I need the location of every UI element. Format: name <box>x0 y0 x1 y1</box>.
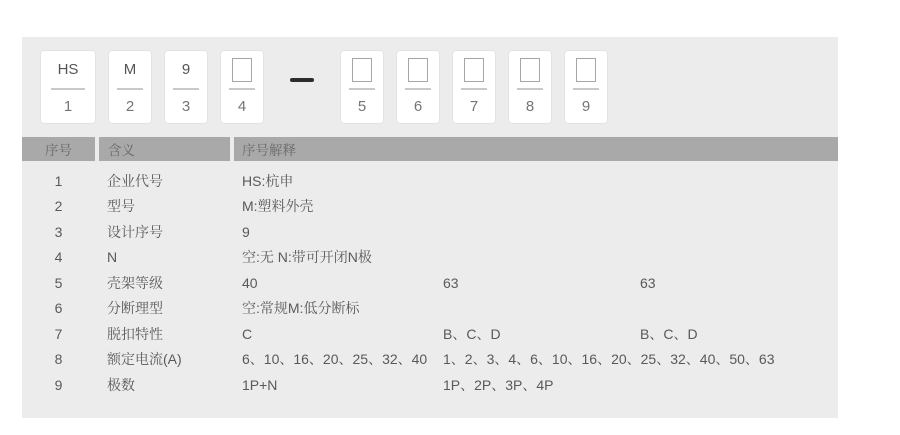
card-position: 9 <box>581 98 591 115</box>
cell-meaning: 极数 <box>107 376 135 393</box>
cell-no: 9 <box>54 376 63 393</box>
header-explanation: 序号解释 <box>234 137 838 161</box>
cell-explanation <box>234 347 838 373</box>
table-row <box>22 347 838 373</box>
explanation-value: HS:杭申 <box>242 172 294 189</box>
table-row <box>22 219 838 245</box>
explanation-value: B、C、D <box>443 325 501 342</box>
cell-explanation <box>234 245 838 271</box>
model-code-card-4 <box>220 50 264 124</box>
empty-box-icon <box>408 58 428 82</box>
cell-explanation <box>234 321 838 347</box>
cell-no: 8 <box>54 351 63 368</box>
explanation-value: 空:无 N:带可开闭N极 <box>242 249 372 266</box>
cell-meaning: 脱扣特性 <box>107 325 163 342</box>
table-row <box>22 321 838 347</box>
empty-box-icon <box>232 58 252 82</box>
cell-explanation <box>234 219 838 245</box>
explanation-value: M:塑料外壳 <box>242 198 314 215</box>
empty-box-icon <box>464 58 484 82</box>
explanation-value: B、C、D <box>640 325 698 342</box>
cell-no: 1 <box>54 172 63 189</box>
model-code-card-7 <box>452 50 496 124</box>
cell-no: 6 <box>54 300 63 317</box>
cell-meaning: 设计序号 <box>107 223 163 240</box>
cell-no: 7 <box>54 325 63 342</box>
card-value <box>352 51 372 88</box>
table-row <box>22 194 838 220</box>
card-position: 5 <box>357 98 367 115</box>
header-no: 序号 <box>22 137 95 161</box>
model-code-card-8 <box>508 50 552 124</box>
card-position: 1 <box>63 98 73 115</box>
cell-meaning: 型号 <box>107 198 135 215</box>
explanation-value: C <box>242 325 253 342</box>
card-value: 9 <box>181 61 191 78</box>
table-row <box>22 296 838 322</box>
cell-meaning: 额定电流(A) <box>107 351 182 368</box>
cell-meaning: N <box>107 249 118 266</box>
cell-meaning: 壳架等级 <box>107 274 163 291</box>
card-position: 4 <box>237 98 247 115</box>
model-code-cards-row <box>22 37 838 124</box>
explanation-value: 6、10、16、20、25、32、40 <box>242 351 428 368</box>
card-position: 2 <box>125 98 135 115</box>
card-value <box>408 51 428 88</box>
explanation-value: 40 <box>242 274 258 291</box>
explanation-value: 1、2、3、4、6、10、16、20、25、32、40、50、63 <box>443 351 775 368</box>
cell-explanation <box>234 270 838 296</box>
explanation-value: 空:常规M:低分断标 <box>242 300 360 317</box>
header-meaning: 含义 <box>99 137 230 161</box>
cell-no: 5 <box>54 274 63 291</box>
table-row <box>22 270 838 296</box>
explanation-value: 63 <box>640 274 656 291</box>
model-code-card-1 <box>40 50 96 124</box>
cell-no: 3 <box>54 223 63 240</box>
card-value <box>520 51 540 88</box>
model-code-card-2 <box>108 50 152 124</box>
card-value <box>576 51 596 88</box>
model-code-card-5 <box>340 50 384 124</box>
table-body <box>22 168 838 398</box>
cell-explanation <box>234 296 838 322</box>
card-position: 8 <box>525 98 535 115</box>
cell-no: 2 <box>54 198 63 215</box>
explanation-value: 1P、2P、3P、4P <box>443 376 554 393</box>
table-row <box>22 372 838 398</box>
table-row <box>22 168 838 194</box>
cell-explanation <box>234 168 838 194</box>
cell-no: 4 <box>54 249 63 266</box>
empty-box-icon <box>352 58 372 82</box>
card-position: 3 <box>181 98 191 115</box>
card-position: 7 <box>469 98 479 115</box>
empty-box-icon <box>576 58 596 82</box>
explanation-value: 63 <box>443 274 459 291</box>
table-row <box>22 245 838 271</box>
model-code-card-6 <box>396 50 440 124</box>
cell-meaning: 分断理型 <box>107 300 163 317</box>
model-code-card-9 <box>564 50 608 124</box>
card-value <box>232 51 252 88</box>
model-code-card-3 <box>164 50 208 124</box>
cell-meaning: 企业代号 <box>107 172 163 189</box>
cell-explanation <box>234 372 838 398</box>
explanation-value: 9 <box>242 223 250 240</box>
card-value: M <box>123 61 137 78</box>
card-position: 6 <box>413 98 423 115</box>
explanation-value: 1P+N <box>242 376 278 393</box>
table-header <box>22 137 838 161</box>
card-value: HS <box>57 61 79 78</box>
empty-box-icon <box>520 58 540 82</box>
dash-separator-icon <box>290 78 314 82</box>
card-value <box>464 51 484 88</box>
model-code-panel <box>22 37 838 418</box>
cell-explanation <box>234 194 838 220</box>
